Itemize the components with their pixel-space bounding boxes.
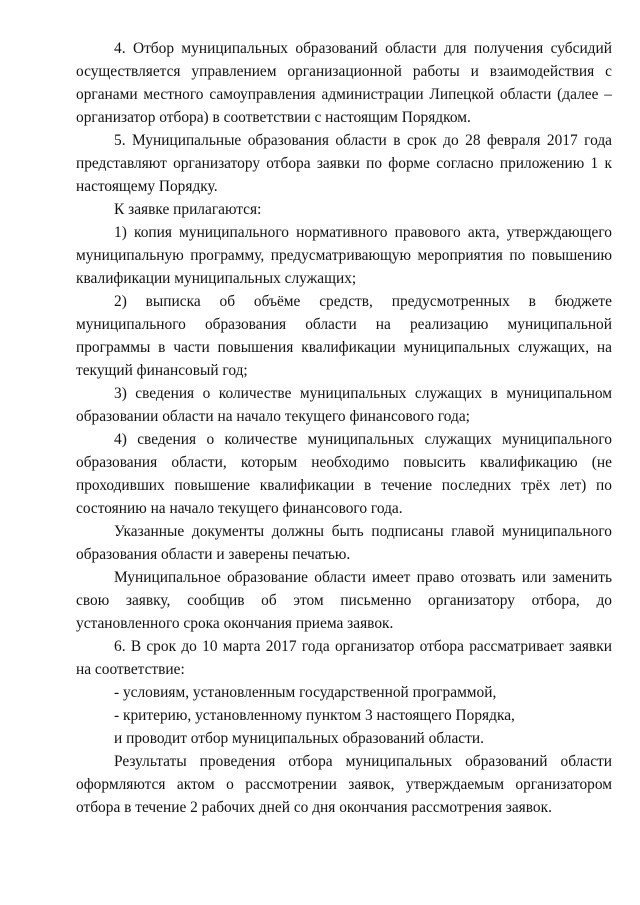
- paragraph-item-4: 4. Отбор муниципальных образований области для получения субсидий осуществляется управлением организационной работы и взаимодействия с органами местного самоуправления администрации Липецкой области (далее – организатор отбора) в соответствии с настоящим Порядком.: [76, 40, 612, 126]
- paragraph-attachments-intro: К заявке прилагаются:: [114, 201, 262, 218]
- paragraph-attachment-1: 1) копия муниципального нормативного правового акта, утверждающего муниципальную программу, предусматривающую мероприятия по повышению квалификации муниципальных служащих;: [76, 224, 612, 287]
- paragraph-attachment-4: 4) сведения о количестве муниципальных служащих муниципального образования области, которым необходимо повысить квалификацию (не проходивших повышение квалификации в течение последних трёх лет) по состоянию на начало текущего финансового года.: [76, 431, 612, 517]
- paragraph-signature-requirement: Указанные документы должны быть подписаны главой муниципального образования области и заверены печатью.: [76, 523, 612, 563]
- paragraph-condition-2: - критерию, установленному пунктом 3 настоящего Порядка,: [114, 707, 515, 724]
- paragraph-condition-1: - условиям, установленным государственной программой,: [114, 684, 497, 701]
- paragraph-withdrawal-right: Муниципальное образование области имеет право отозвать или заменить свою заявку, сообщив об этом письменно организатору отбора, до установленного срока окончания приема заявок.: [76, 569, 612, 632]
- paragraph-attachment-2: 2) выписка об объёме средств, предусмотренных в бюджете муниципального образования области на реализацию муниципальной программы в части повышения квалификации муниципальных служащих, на текущий финансовый год;: [76, 293, 612, 379]
- paragraph-item-6: 6. В срок до 10 марта 2017 года организатор отбора рассматривает заявки на соответствие:: [76, 638, 612, 678]
- paragraph-selection-action: и проводит отбор муниципальных образований области.: [114, 730, 484, 747]
- paragraph-item-5: 5. Муниципальные образования области в срок до 28 февраля 2017 года представляют организатору отбора заявки по форме согласно приложению 1 к настоящему Порядку.: [76, 132, 612, 195]
- paragraph-results: Результаты проведения отбора муниципальных образований области оформляются актом о рассмотрении заявок, утверждаемым организатором отбора в течение 2 рабочих дней со дня окончания рассмотрения заявок.: [76, 753, 612, 816]
- paragraph-attachment-3: 3) сведения о количестве муниципальных служащих в муниципальном образовании области на начало текущего финансового года;: [76, 385, 612, 425]
